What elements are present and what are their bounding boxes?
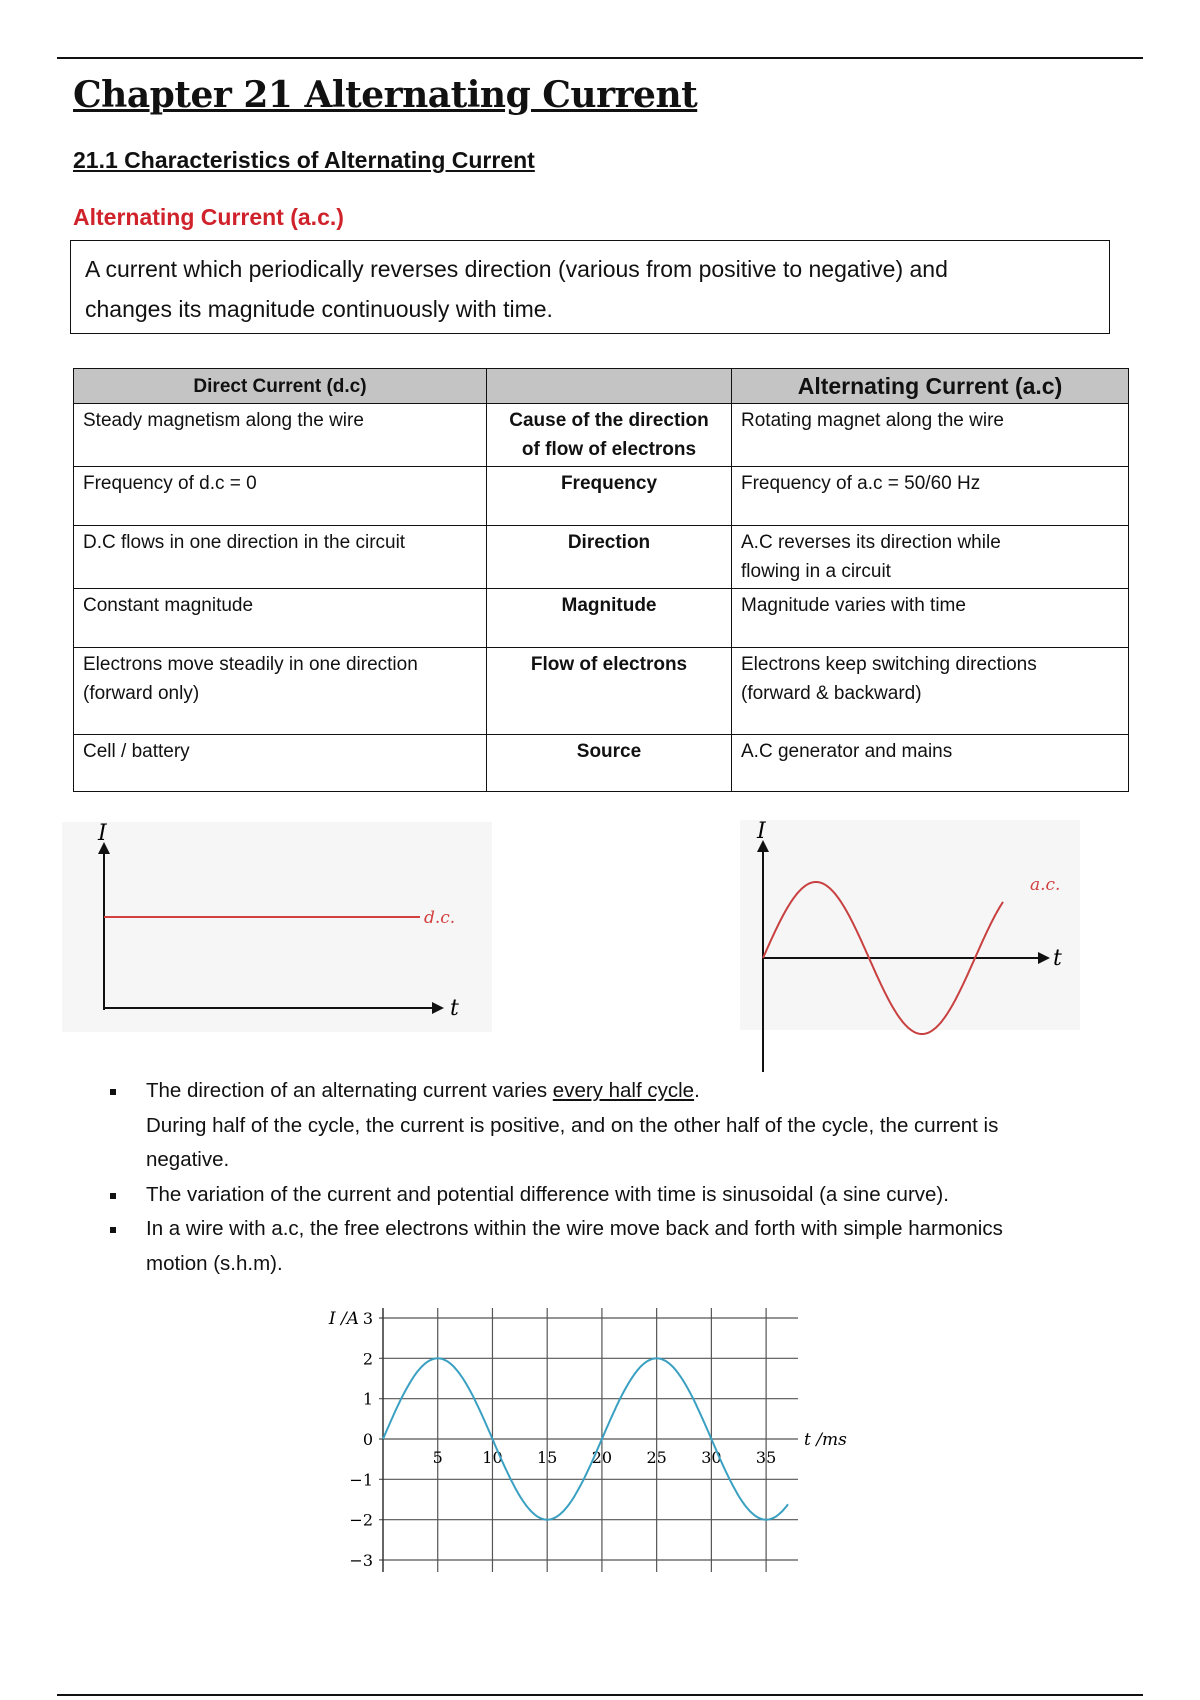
ac-x-label: t: [1053, 946, 1062, 971]
dc-curve-label: d.c.: [424, 908, 456, 928]
header-dc: Direct Current (d.c): [74, 369, 487, 404]
header-aspect: [487, 369, 732, 404]
dc-cell: Constant magnitude: [74, 589, 487, 648]
section-title: 21.1 Characteristics of Alternating Current: [73, 147, 535, 173]
x-axis-label: t /ms: [804, 1430, 847, 1450]
dc-cell: Electrons move steadily in one direction (forward only): [74, 648, 487, 735]
x-tick-label: 25: [646, 1448, 667, 1467]
aspect-cell: Flow of electrons: [487, 648, 732, 735]
definition-box: [70, 240, 1110, 334]
table-row: [74, 526, 1129, 589]
y-tick-label: 0: [362, 1430, 373, 1449]
bullet-item: The variation of the current and potential difference with time is sinusoidal (a sine curve).: [110, 1178, 1130, 1213]
y-tick-label: 1: [362, 1389, 373, 1409]
aspect-cell: Frequency: [487, 467, 732, 526]
ac-sketch: [740, 820, 1080, 1075]
bullet-item: The direction of an alternating current varies every half cycle. During half of the cycle, the current is positive, and on the other half of the cycle, the current is negative.: [110, 1074, 1130, 1178]
aspect-cell: Source: [487, 735, 732, 792]
sketch-background: [740, 820, 1080, 1030]
table-row: [74, 735, 1129, 792]
table-header-row: [74, 369, 1129, 404]
ac-cell: A.C generator and mains: [732, 735, 1129, 792]
ac-y-label: I: [757, 819, 766, 844]
x-tick-label: 10: [482, 1448, 503, 1467]
chart-grid: [379, 1308, 798, 1572]
x-tick-label: 15: [537, 1448, 558, 1467]
ac-cell: Magnitude varies with time: [732, 589, 1129, 648]
sine-chart: [328, 1300, 860, 1590]
y-tick-label: 2: [362, 1349, 373, 1369]
table-row: [74, 648, 1129, 735]
aspect-cell: Magnitude: [487, 589, 732, 648]
definition-line: changes its magnitude continuously with time.: [85, 296, 553, 322]
chapter-title: Chapter 21 Alternating Current: [73, 74, 698, 116]
dc-y-label: I: [98, 821, 107, 846]
dc-cell: D.C flows in one direction in the circuit: [74, 526, 487, 589]
y-tick-label: −1: [349, 1470, 373, 1490]
bullet-list: [110, 1074, 1130, 1281]
ac-cell: A.C reverses its direction while flowing in a circuit: [732, 526, 1129, 589]
ac-curve-label: a.c.: [1030, 875, 1061, 895]
aspect-cell: Direction: [487, 526, 732, 589]
table-row: [74, 589, 1129, 648]
definition-line: A current which periodically reverses direction (various from positive to negative) and: [85, 256, 948, 282]
dc-sketch: [62, 822, 492, 1032]
dc-cell: Steady magnetism along the wire: [74, 404, 487, 467]
dc-cell: Frequency of d.c = 0: [74, 467, 487, 526]
dc-cell: Cell / battery: [74, 735, 487, 792]
ac-cell: Electrons keep switching directions (forward & backward): [732, 648, 1129, 735]
dc-x-label: t: [450, 996, 459, 1021]
x-tick-label: 30: [701, 1448, 722, 1467]
underlined-text: every half cycle: [552, 1079, 695, 1102]
ac-cell: Rotating magnet along the wire: [732, 404, 1129, 467]
comparison-table: [73, 368, 1129, 792]
top-rule: [57, 57, 1143, 59]
table-row: [74, 404, 1129, 467]
y-tick-label: −3: [349, 1551, 373, 1570]
bullet-item: In a wire with a.c, the free electrons within the wire move back and forth with simple harmonics motion (s.h.m).: [110, 1212, 1130, 1281]
y-tick-label: −2: [349, 1510, 373, 1530]
bottom-rule: [57, 1694, 1143, 1696]
x-tick-label: 20: [591, 1448, 613, 1467]
x-tick-label: 35: [755, 1448, 777, 1467]
x-tick-label: 5: [432, 1448, 443, 1467]
ac-cell: Frequency of a.c = 50/60 Hz: [732, 467, 1129, 526]
aspect-cell: Cause of the direction of flow of electrons: [487, 404, 732, 467]
header-ac: Alternating Current (a.c): [732, 369, 1129, 404]
table-row: [74, 467, 1129, 526]
ac-heading: Alternating Current (a.c.): [73, 204, 344, 230]
y-tick-label: 3: [362, 1309, 373, 1328]
y-axis-label: I /A: [328, 1309, 359, 1329]
